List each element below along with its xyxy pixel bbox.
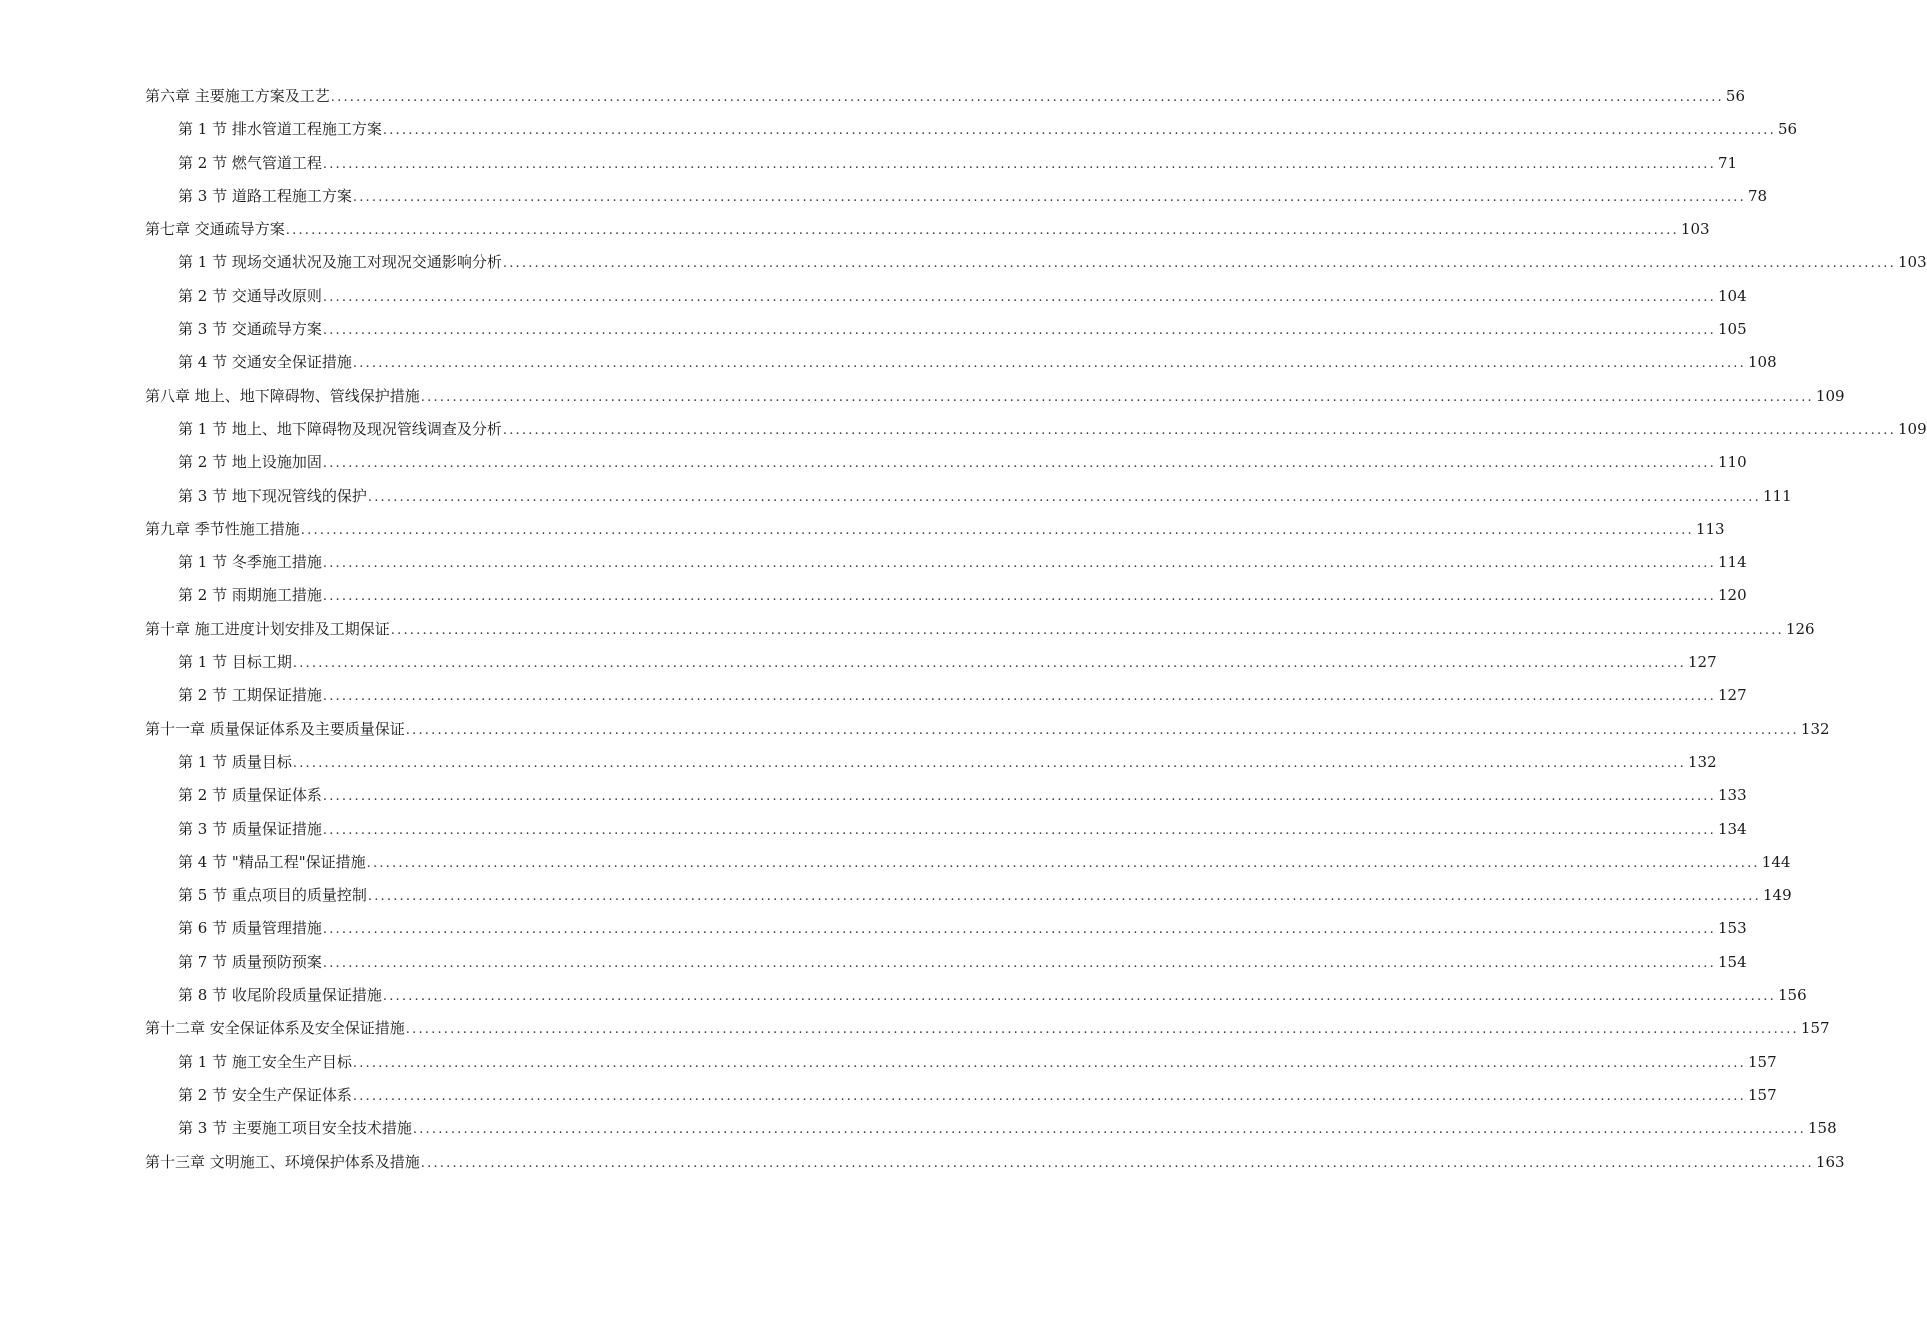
toc-section-entry[interactable] — [145, 180, 1768, 213]
toc-dot-leader: ............................................................................................................................................................................................................................ — [330, 90, 1724, 105]
toc-section-entry[interactable] — [145, 912, 1747, 945]
toc-entry-title: 第六章 主要施工方案及工艺 — [145, 87, 330, 105]
toc-entry-page-number: 103 — [1680, 220, 1710, 239]
toc-entry-title: 第 3 节 交通疏导方案 — [178, 320, 322, 339]
toc-entry-page-number: 120 — [1717, 586, 1747, 605]
toc-entry-page-number: 114 — [1717, 553, 1747, 572]
toc-dot-leader: ............................................................................................................................................................................................................................ — [300, 522, 1694, 538]
toc-dot-leader: ............................................................................................................................................................................................................................ — [322, 822, 1716, 838]
toc-section-entry[interactable] — [145, 579, 1747, 612]
toc-section-entry[interactable] — [145, 946, 1747, 979]
toc-entry-page-number: 110 — [1717, 453, 1747, 472]
toc-entry-page-number: 126 — [1785, 619, 1815, 638]
toc-entry-page-number: 157 — [1800, 1019, 1830, 1038]
toc-entry-title: 第 8 节 收尾阶段质量保证措施 — [178, 986, 382, 1005]
toc-entry-title: 第 2 节 燃气管道工程 — [178, 153, 322, 172]
toc-entry-title: 第 2 节 安全生产保证体系 — [178, 1085, 352, 1104]
toc-entry-page-number: 134 — [1717, 819, 1747, 838]
toc-entry-title: 第 5 节 重点项目的质量控制 — [178, 886, 367, 905]
toc-entry-title: 第 3 节 地下现况管线的保护 — [178, 486, 367, 505]
toc-entry-title: 第 7 节 质量预防预案 — [178, 952, 322, 971]
toc-entry-title: 第 1 节 冬季施工措施 — [178, 553, 322, 572]
toc-chapter-entry[interactable] — [145, 1146, 1845, 1179]
toc-entry-title: 第 2 节 交通导改原则 — [178, 286, 322, 305]
toc-chapter-entry[interactable] — [145, 1012, 1830, 1045]
toc-dot-leader: ............................................................................................................................................................................................................................ — [390, 622, 1784, 638]
toc-section-entry[interactable] — [145, 1112, 1837, 1145]
toc-dot-leader: ............................................................................................................................................................................................................................ — [352, 189, 1746, 205]
toc-dot-leader: ............................................................................................................................................................................................................................ — [405, 1022, 1799, 1038]
toc-entry-title: 第 1 节 目标工期 — [178, 653, 292, 672]
toc-entry-page-number: 154 — [1717, 952, 1747, 971]
toc-dot-leader: ............................................................................................................................................................................................................................ — [366, 855, 1760, 871]
toc-section-entry[interactable] — [145, 546, 1747, 579]
table-of-contents — [145, 80, 1927, 1179]
toc-entry-page-number: 132 — [1800, 719, 1830, 738]
toc-dot-leader: ............................................................................................................................................................................................................................ — [502, 256, 1896, 272]
toc-chapter-entry[interactable] — [145, 713, 1830, 746]
toc-entry-title: 第十二章 安全保证体系及安全保证措施 — [145, 1019, 405, 1038]
toc-entry-title: 第十一章 质量保证体系及主要质量保证 — [145, 719, 405, 738]
toc-entry-page-number: 109 — [1897, 419, 1927, 438]
toc-entry-page-number: 158 — [1807, 1119, 1837, 1138]
toc-entry-title: 第 1 节 现场交通状况及施工对现况交通影响分析 — [178, 253, 502, 272]
toc-entry-page-number: 163 — [1815, 1152, 1845, 1171]
toc-entry-page-number: 105 — [1717, 320, 1747, 339]
toc-dot-leader: ............................................................................................................................................................................................................................ — [292, 755, 1686, 771]
toc-entry-page-number: 78 — [1747, 186, 1768, 205]
toc-entry-title: 第十章 施工进度计划安排及工期保证 — [145, 619, 390, 638]
toc-entry-title: 第 1 节 施工安全生产目标 — [178, 1052, 352, 1071]
toc-entry-page-number: 127 — [1687, 653, 1717, 672]
toc-entry-page-number: 56 — [1725, 87, 1745, 105]
toc-section-entry[interactable] — [145, 779, 1747, 812]
toc-entry-title: 第 1 节 排水管道工程施工方案 — [178, 120, 382, 139]
toc-entry-title: 第 4 节 "精品工程"保证措施 — [178, 852, 366, 871]
toc-entry-title: 第八章 地上、地下障碍物、管线保护措施 — [145, 386, 420, 405]
toc-entry-title: 第 2 节 地上设施加固 — [178, 453, 322, 472]
toc-entry-page-number: 71 — [1717, 153, 1738, 172]
toc-dot-leader: ............................................................................................................................................................................................................................ — [382, 123, 1776, 139]
toc-entry-page-number: 109 — [1815, 386, 1845, 405]
toc-section-entry[interactable] — [145, 246, 1927, 279]
toc-entry-title: 第七章 交通疏导方案 — [145, 220, 285, 239]
toc-section-entry[interactable] — [145, 446, 1747, 479]
toc-entry-page-number: 149 — [1762, 886, 1792, 905]
toc-entry-page-number: 56 — [1777, 120, 1798, 139]
toc-dot-leader: ............................................................................................................................................................................................................................ — [367, 889, 1761, 905]
toc-dot-leader: ............................................................................................................................................................................................................................ — [367, 489, 1761, 505]
toc-entry-title: 第十三章 文明施工、环境保护体系及措施 — [145, 1152, 420, 1171]
toc-entry-page-number: 113 — [1695, 519, 1725, 538]
toc-entry-page-number: 111 — [1762, 486, 1792, 505]
toc-dot-leader: ............................................................................................................................................................................................................................ — [382, 989, 1776, 1005]
toc-section-entry[interactable] — [145, 147, 1738, 180]
toc-entry-page-number: 157 — [1747, 1052, 1777, 1071]
toc-dot-leader: ............................................................................................................................................................................................................................ — [420, 1155, 1814, 1171]
toc-section-entry[interactable] — [145, 413, 1927, 446]
toc-section-entry[interactable] — [145, 979, 1807, 1012]
toc-section-entry[interactable] — [145, 879, 1792, 912]
toc-dot-leader: ............................................................................................................................................................................................................................ — [352, 1088, 1746, 1104]
toc-dot-leader: ............................................................................................................................................................................................................................ — [405, 722, 1799, 738]
toc-entry-page-number: 156 — [1777, 986, 1807, 1005]
toc-entry-title: 第 1 节 地上、地下障碍物及现况管线调查及分析 — [178, 419, 502, 438]
toc-section-entry[interactable] — [145, 746, 1717, 779]
toc-entry-page-number: 133 — [1717, 786, 1747, 805]
toc-dot-leader: ............................................................................................................................................................................................................................ — [412, 1122, 1806, 1138]
toc-entry-page-number: 144 — [1761, 852, 1791, 871]
toc-dot-leader: ............................................................................................................................................................................................................................ — [322, 456, 1716, 472]
toc-dot-leader: ............................................................................................................................................................................................................................ — [322, 789, 1716, 805]
toc-section-entry[interactable] — [145, 113, 1798, 146]
toc-entry-page-number: 132 — [1687, 752, 1717, 771]
toc-entry-title: 第 2 节 质量保证体系 — [178, 786, 322, 805]
toc-entry-title: 第 3 节 主要施工项目安全技术措施 — [178, 1119, 412, 1138]
toc-dot-leader: ............................................................................................................................................................................................................................ — [322, 689, 1716, 705]
toc-dot-leader: ............................................................................................................................................................................................................................ — [502, 422, 1896, 438]
toc-dot-leader: ............................................................................................................................................................................................................................ — [420, 389, 1814, 405]
toc-section-entry[interactable] — [145, 280, 1747, 313]
toc-dot-leader: ............................................................................................................................................................................................................................ — [322, 323, 1716, 339]
toc-entry-title: 第九章 季节性施工措施 — [145, 519, 300, 538]
toc-dot-leader: ............................................................................................................................................................................................................................ — [322, 922, 1716, 938]
toc-entry-title: 第 6 节 质量管理措施 — [178, 919, 322, 938]
toc-dot-leader: ............................................................................................................................................................................................................................ — [322, 289, 1716, 305]
toc-section-entry[interactable] — [145, 1046, 1777, 1079]
toc-section-entry[interactable] — [145, 313, 1747, 346]
toc-entry-page-number: 127 — [1717, 686, 1747, 705]
toc-entry-title: 第 3 节 质量保证措施 — [178, 819, 322, 838]
toc-section-entry[interactable] — [145, 679, 1747, 712]
toc-dot-leader: ............................................................................................................................................................................................................................ — [322, 556, 1716, 572]
toc-entry-page-number: 153 — [1717, 919, 1747, 938]
toc-entry-page-number: 103 — [1897, 253, 1927, 272]
toc-section-entry[interactable] — [145, 646, 1717, 679]
toc-chapter-entry[interactable] — [145, 380, 1845, 413]
toc-entry-title: 第 2 节 雨期施工措施 — [178, 586, 322, 605]
toc-entry-title: 第 1 节 质量目标 — [178, 752, 292, 771]
toc-entry-title: 第 2 节 工期保证措施 — [178, 686, 322, 705]
toc-entry-title: 第 4 节 交通安全保证措施 — [178, 353, 352, 372]
toc-dot-leader: ............................................................................................................................................................................................................................ — [322, 589, 1716, 605]
toc-dot-leader: ............................................................................................................................................................................................................................ — [292, 656, 1686, 672]
toc-chapter-entry[interactable] — [145, 513, 1725, 546]
toc-dot-leader: ............................................................................................................................................................................................................................ — [322, 156, 1716, 172]
toc-dot-leader: ............................................................................................................................................................................................................................ — [352, 1055, 1746, 1071]
toc-chapter-entry[interactable] — [145, 213, 1710, 246]
toc-section-entry[interactable] — [145, 846, 1791, 879]
toc-entry-page-number: 104 — [1717, 286, 1747, 305]
toc-entry-page-number: 108 — [1747, 353, 1777, 372]
toc-section-entry[interactable] — [145, 813, 1747, 846]
toc-dot-leader: ............................................................................................................................................................................................................................ — [352, 356, 1746, 372]
toc-section-entry[interactable] — [145, 480, 1792, 513]
toc-entry-title: 第 3 节 道路工程施工方案 — [178, 186, 352, 205]
toc-entry-page-number: 157 — [1747, 1085, 1777, 1104]
toc-chapter-entry[interactable] — [145, 613, 1815, 646]
toc-section-entry[interactable] — [145, 1079, 1777, 1112]
toc-dot-leader: ............................................................................................................................................................................................................................ — [285, 223, 1679, 239]
toc-chapter-entry[interactable] — [145, 80, 1745, 113]
toc-section-entry[interactable] — [145, 346, 1777, 379]
toc-dot-leader: ............................................................................................................................................................................................................................ — [322, 955, 1716, 971]
